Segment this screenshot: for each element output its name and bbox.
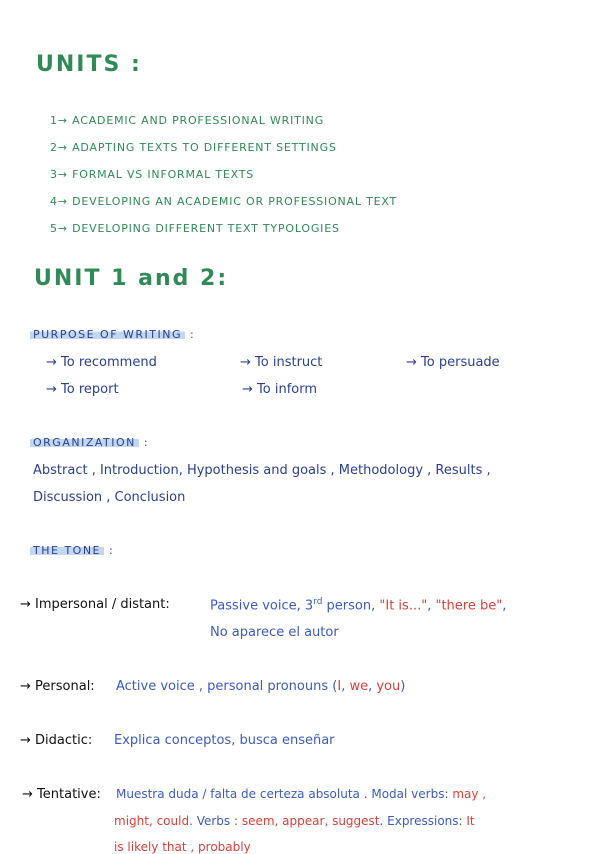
pronoun-we: we <box>349 679 369 694</box>
purpose-item-report: → To report <box>46 382 119 397</box>
purpose-colon: : <box>190 328 196 341</box>
organization-line-1: Abstract , Introduction, Hypothesis and goals , Methodology , Results , <box>33 463 491 478</box>
tone-impersonal-row <box>20 597 170 612</box>
purpose-item-persuade: → To persuade <box>406 355 500 370</box>
tone-tentative-row <box>22 787 101 802</box>
unit-item-2: 2→ ADAPTING TEXTS TO DIFFERENT SETTINGS <box>50 141 337 154</box>
tentative-text-1: Muestra duda / falta de certeza absoluta . Modal verbs: <box>116 787 453 801</box>
personal-comma-2: , <box>368 679 377 694</box>
tentative-expression-start: It <box>466 814 475 828</box>
organization-line-2: Discussion , Conclusion <box>33 490 186 505</box>
unit-item-3: 3→ FORMAL VS INFORMAL TEXTS <box>50 168 255 181</box>
tone-didactic-row <box>20 733 92 748</box>
tentative-text-3: . Expressions: <box>379 814 467 828</box>
tone-section-label <box>30 544 114 557</box>
tentative-text-2: . Verbs : <box>189 814 242 828</box>
tentative-label: Tentative: <box>37 787 101 802</box>
impersonal-example-1: "It is..." <box>379 598 428 614</box>
purpose-item-inform: → To inform <box>242 382 318 397</box>
impersonal-end: , <box>502 598 507 614</box>
tone-personal-row <box>20 679 95 694</box>
unit-item-1: 1→ ACADEMIC AND PROFESSIONAL WRITING <box>50 114 325 127</box>
modal-might-could: might, could <box>114 814 190 828</box>
didactic-label: Didactic: <box>35 733 93 748</box>
personal-label: Personal: <box>35 679 95 694</box>
purpose-item-recommend: → To recommend <box>46 355 157 370</box>
organization-label: ORGANIZATION <box>30 436 139 449</box>
tentative-line-2 <box>114 814 475 828</box>
pronoun-you: you <box>376 679 401 694</box>
personal-close: ) <box>400 679 406 694</box>
impersonal-comma: , <box>427 598 436 614</box>
organization-colon: : <box>143 436 150 449</box>
personal-description <box>116 679 405 694</box>
didactic-description: Explica conceptos, busca enseñar <box>114 733 335 748</box>
impersonal-label: Impersonal / distant: <box>35 597 170 612</box>
organization-section-label <box>30 436 149 449</box>
arrow-icon: → <box>20 679 31 694</box>
tone-colon: : <box>109 544 115 557</box>
impersonal-text-1: Passive voice, 3 <box>210 598 314 614</box>
impersonal-description <box>210 597 506 613</box>
personal-text: Active voice , personal pronouns ( <box>116 679 338 694</box>
impersonal-text-2: person, <box>322 598 380 614</box>
unit-item-4: 4→ DEVELOPING AN ACADEMIC OR PROFESSIONAL TEXT <box>50 195 398 208</box>
arrow-icon: → <box>22 787 33 802</box>
impersonal-line-2: No aparece el autor <box>210 625 339 640</box>
unit-item-5: 5→ DEVELOPING DIFFERENT TEXT TYPOLOGIES <box>50 222 340 235</box>
impersonal-example-2: "there be" <box>435 598 503 614</box>
units-heading: UNITS : <box>36 52 142 77</box>
modal-may: may , <box>452 787 487 801</box>
unit-1-2-heading: UNIT 1 and 2: <box>34 266 229 291</box>
purpose-label: PURPOSE OF WRITING <box>30 328 185 341</box>
arrow-icon: → <box>20 597 31 612</box>
tentative-verbs: seem, appear, suggest <box>241 814 380 828</box>
purpose-section-label <box>30 328 195 341</box>
personal-comma-1: , <box>341 679 350 694</box>
impersonal-sup: rd <box>313 597 323 607</box>
tentative-line-1 <box>116 787 486 801</box>
pronoun-i: I <box>337 679 342 694</box>
arrow-icon: → <box>20 733 31 748</box>
tentative-line-3: is likely that , probably <box>114 840 251 854</box>
tone-label: THE TONE <box>30 544 104 557</box>
purpose-item-instruct: → To instruct <box>240 355 323 370</box>
